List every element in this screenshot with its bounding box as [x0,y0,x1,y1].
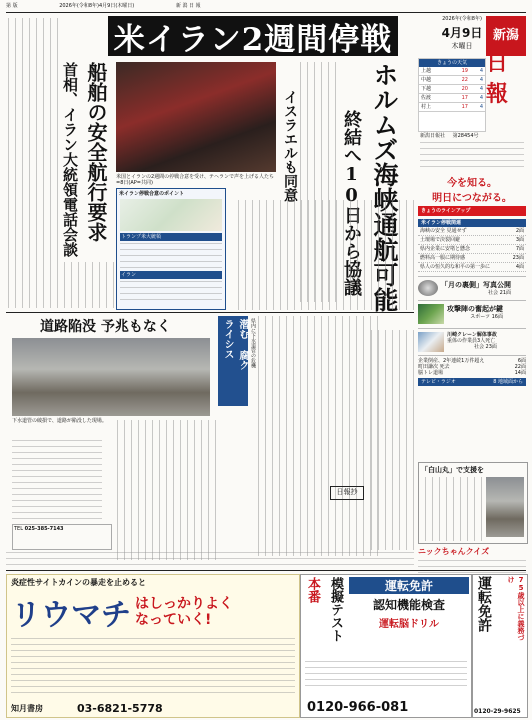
ad1-big: リウマチ [11,598,131,633]
weather-area: 上越 [419,67,448,76]
israel-headline: イスラエルも同意 [282,90,298,202]
moon-page: 社会 21面 [488,290,511,296]
weather-table [419,67,485,112]
lineup-item-label: 海峡の安全 見通せず [420,228,467,234]
weather-area: 村上 [419,103,448,112]
slogan [418,174,526,204]
flood-article-body [112,420,216,560]
publisher-block [420,133,520,139]
biz3-headline: 脳トレ道場 [418,370,444,376]
flood-caption: 下水道管の破損で、道路が陥没した現場。 [12,418,107,424]
left-headline: 船舶の安全航行要求 [84,62,108,242]
nippo-sho-body [366,330,414,550]
date-block [440,16,484,51]
slogan-line2: 明日につながる。 [432,193,512,204]
points-text-us [120,243,222,269]
ad1-publisher: 知月書房 [11,704,43,713]
weather-row [419,76,485,85]
weather-lo: 4 [470,85,485,94]
ad2-tel: 0120-966-081 [307,700,409,715]
weather-lo: 4 [470,76,485,85]
lineup-sports [418,300,526,324]
ad3-label1: 75歳以上に義務づけ [507,576,525,641]
section-rule [6,312,414,313]
masthead-char-3: 日 [486,50,509,76]
main-article-body-b [234,200,414,310]
weather-row [419,67,485,76]
masthead-char-4: 報 [486,81,509,107]
biz1-page: 6面 [517,358,526,364]
sports-photo [418,304,444,324]
weather-hi: 19 [448,67,470,76]
biz2-headline: 町田謙次 死去 [418,364,450,370]
main-photo [116,62,276,172]
left-article-body-2 [58,262,114,308]
crane-headline: 川崎クレーン解体事故 [447,332,497,338]
issue-left: 第 版 [6,3,18,9]
contact-tel-label: TEL [14,526,23,532]
weather-title: きょうの天気 [419,59,485,67]
ad3-big: 運転免許 [476,576,492,632]
weather-box [418,58,486,132]
tv-page: 8 地域面から [493,379,523,385]
weather-area: 佐渡 [419,94,448,103]
ad2-title1: 本番 [305,577,320,603]
biz3-page: 14面 [514,370,526,376]
ad2-sub: 認知機能検査 [372,598,445,612]
publisher-fineprint [420,142,524,170]
flood-sidebar-text [12,440,102,520]
masthead-logo-bottom [486,50,526,107]
crane-sub: 重体の作業員3人死亡 [447,338,496,344]
ad2-label: 運転免許 [349,577,469,594]
left-subheadline: 首相、イラン大統領電話会談 [61,62,79,257]
lineup-item-label: 県内企業に安堵と懸念 [420,246,471,252]
date-main: 4月9日 [441,26,483,40]
points-text-iran [120,281,222,305]
slogan-line1: 今を知る。 [447,178,497,189]
weather-area: 下越 [419,85,448,94]
lineup-crane [418,328,526,352]
lineup-item [418,263,526,272]
lineup-biz3 [418,370,526,376]
column-text [422,477,482,541]
flood-headline: 道路陥没 予兆もなく [40,319,171,335]
weather-row [419,94,485,103]
contact-box [12,524,112,550]
ad-rheumatism [6,574,300,718]
biz1-headline: 企業倒産、2年連続1万件超え [418,358,485,364]
quiz-title: ニックちゃんクイズ [418,547,490,556]
column-title: 「白山丸」で支援を [421,465,484,474]
weather-lo: 4 [470,67,485,76]
ad1-body [11,638,295,694]
ad1-big2: はしっかりよくなっていく! [135,596,233,628]
lineup-tv [418,378,526,386]
tv-label: テレビ・ラジオ [421,379,456,385]
moon-photo [418,280,438,296]
points-sub-us: トランプ米大統領 [120,233,222,241]
paper-name-small: 新 潟 日 報 [175,3,201,9]
date-year: 2026年(令和8年) [442,16,482,22]
weather-hi: 17 [448,103,470,112]
weather-lo: 4 [470,94,485,103]
column-photo [486,477,524,537]
header-strip [6,3,356,11]
lineup-item-page: 3面 [515,237,524,243]
main-photo-caption: 米国とイランの2週間の停戦合意を受け、テヘランで声を上げる人たち=8日(AP=共同) [116,174,274,186]
ad1-top: 炎症性サイトカインの暴走を止めると [11,578,146,587]
sub-headline2: 終結へ10日から協議 [341,110,362,296]
lineup-item-page: 7面 [515,246,524,252]
lineup-item-label: 燃料高一服に期待感 [420,255,466,261]
culture-title: 潜む 腐クライシス [222,319,248,370]
weather-hi: 22 [448,76,470,85]
publisher-name: 新潟日報社 [420,133,446,139]
lineup-head-iran: 米イラン停戦関連 [418,219,526,227]
crane-page: 社会 23面 [473,344,497,350]
masthead-char-2: 潟 [506,28,520,43]
weather-row [419,85,485,94]
culture-series-box [218,316,248,406]
lineup-item-label: 県人の恒久的な和平の第一歩に [420,264,491,270]
lineup-title: きょうのラインアップ [418,206,526,216]
ad-license [472,574,528,718]
lineup-item [418,236,526,245]
culture-subtitle: 県内に下水道管の危機 [250,318,256,368]
ad2-body [305,661,467,689]
lineup-moon [418,276,526,296]
ad2-drill: 運転脳ドリル [379,619,439,630]
column-box [418,462,528,544]
moon-headline: 「月の裏側」写真公開 [441,281,511,289]
culture-article-body [258,316,378,556]
left-article-body [6,18,58,308]
weather-hi: 20 [448,85,470,94]
masthead-char-1: 新 [492,28,506,43]
biz2-page: 22面 [514,364,526,370]
lineup-item-page: 23面 [512,255,524,261]
lineup-item-page: 2面 [515,228,524,234]
points-box [116,188,226,310]
lineup-list [418,227,526,272]
sub-headline: ホルムズ海峡通航可能 [370,62,399,312]
ad-driving-test [300,574,472,718]
lineup-item [418,227,526,236]
ad-rule [6,570,526,571]
ad1-tel: 03-6821-5778 [77,702,163,715]
issue-number: 第28454号 [452,133,479,139]
points-title: 米イラン停戦合意のポイント [119,191,185,197]
index-strip [6,552,414,566]
crane-photo [418,332,444,352]
lineup-panel [418,206,526,458]
points-map [120,199,222,231]
sports-page: スポーツ 16面 [470,314,503,320]
lineup-item [418,245,526,254]
sports-headline: 攻撃陣の奮起が鍵 [447,305,503,313]
main-headline: 米イラン2週間停戦 [108,16,398,56]
flood-photo [12,338,210,416]
lineup-item-label: 土壇場で決裂回避 [420,237,461,243]
points-sub-iran: イラン [120,271,222,279]
ad2-title2: 模擬テスト [328,577,343,642]
lineup-item-page: 4面 [515,264,524,270]
date-weekday: 木曜日 [451,42,473,50]
weather-hi: 17 [448,94,470,103]
weather-row [419,103,485,112]
nippo-sho-label: 日報抄 [330,486,364,500]
lineup-item [418,254,526,263]
lineup-biz1 [418,355,526,364]
contact-tel: 025-385-7143 [24,526,64,532]
weather-area: 中越 [419,76,448,85]
weather-lo: 4 [470,103,485,112]
ad3-tel: 0120-29-9625 [474,708,521,715]
header-date-line: 2026年(令和8年)4月9日(木曜日) [59,3,135,9]
